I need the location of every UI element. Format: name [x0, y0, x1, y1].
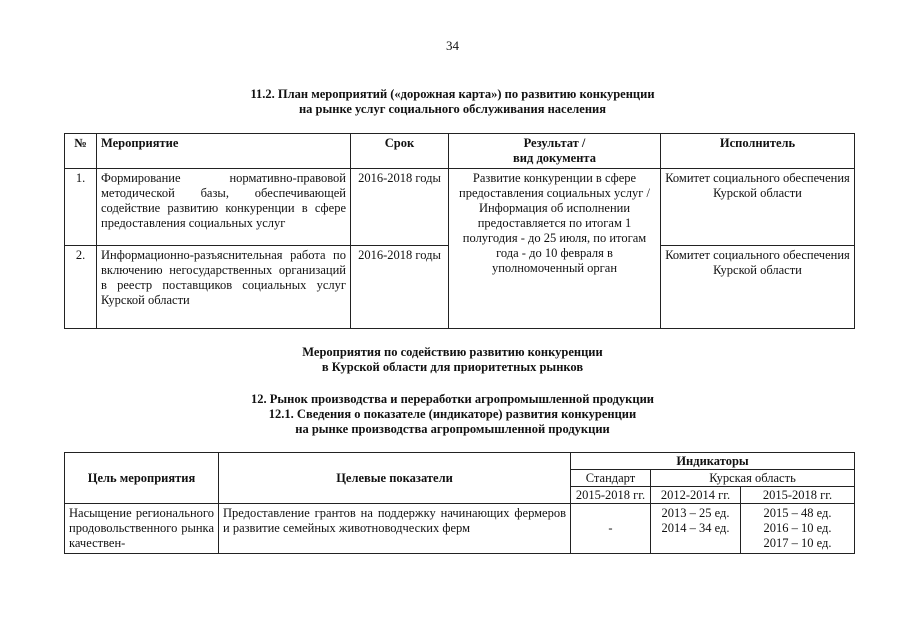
row-num: 2. — [65, 246, 97, 329]
row-executor: Комитет социального обеспечения Курской области — [661, 169, 855, 246]
header-standard-period: 2015-2018 гг. — [571, 487, 651, 504]
header-region-period-1: 2012-2014 гг. — [651, 487, 741, 504]
header-result: Результат / вид документа — [449, 134, 661, 169]
region-value: 2015 – 48 ед. — [763, 506, 832, 520]
table-row — [65, 169, 855, 246]
row-num: 1. — [65, 169, 97, 246]
section-title-line: на рынке производства агропромышленной продукции — [295, 422, 610, 436]
row-result: Развитие конкуренции в сфере предоставления социальных услуг / Информация об исполнении предоставляется по итогам 1 полугодия - до 25 июля, по итогам года - до 10 февраля в уполномоченный орган — [449, 169, 661, 329]
section-title-line: в Курской области для приоритетных рынков — [321, 360, 584, 374]
region-value: 2017 – 10 ед. — [763, 536, 832, 550]
row-event: Информационно-разъяснительная работа по включению негосударственных организаций в реестр поставщиков социальных услуг Курской области — [97, 246, 351, 329]
row-term: 2016-2018 годы — [351, 169, 449, 246]
header-num: № — [65, 134, 97, 169]
row-region-2015-2018 — [741, 504, 855, 554]
row-term: 2016-2018 годы — [351, 246, 449, 329]
header-executor: Исполнитель — [661, 134, 855, 169]
header-indicators: Индикаторы — [571, 453, 855, 470]
region-value: 2016 – 10 ед. — [763, 521, 832, 535]
table-header-row — [65, 453, 855, 470]
region-value: 2013 – 25 ед. — [661, 506, 730, 520]
row-event: Формирование нормативно-правовой методической базы, обеспечивающей содействие развитию конкуренции в сфере предоставления социальных услуг — [97, 169, 351, 246]
row-region-2012-2014 — [651, 504, 741, 554]
header-region: Курская область — [651, 470, 855, 487]
row-standard: - — [571, 504, 651, 554]
header-goal: Цель мероприятия — [65, 453, 219, 504]
row-target: Предоставление грантов на поддержку начинающих фермеров и развитие семейных животноводческих ферм — [219, 504, 571, 554]
header-region-period-2: 2015-2018 гг. — [741, 487, 855, 504]
header-event: Мероприятие — [97, 134, 351, 169]
header-term: Срок — [351, 134, 449, 169]
table-header-row — [65, 134, 855, 169]
section-title-line: 11.2. План мероприятий («дорожная карта») по развитию конкуренции — [250, 87, 655, 101]
table-row — [65, 504, 855, 554]
page-number: 34 — [446, 38, 459, 53]
row-executor: Комитет социального обеспечения Курской области — [661, 246, 855, 329]
region-value: 2014 – 34 ед. — [661, 521, 730, 535]
section-title-line: 12. Рынок производства и переработки агропромышленной продукции — [251, 392, 654, 406]
roadmap-table — [64, 133, 855, 329]
section-title-12 — [0, 392, 905, 437]
section-title-11-2 — [0, 87, 905, 117]
section-title-line: 12.1. Сведения о показателе (индикаторе) развития конкуренции — [268, 407, 637, 421]
section-title-line: Мероприятия по содействию развитию конкуренции — [302, 345, 603, 359]
header-targets: Целевые показатели — [219, 453, 571, 504]
section-title-line: на рынке услуг социального обслуживания населения — [298, 102, 607, 116]
section-title-priority-markets — [0, 345, 905, 375]
header-standard: Стандарт — [571, 470, 651, 487]
row-goal: Насыщение регионального продовольственного рынка качествен- — [65, 504, 219, 554]
indicator-table — [64, 452, 855, 554]
